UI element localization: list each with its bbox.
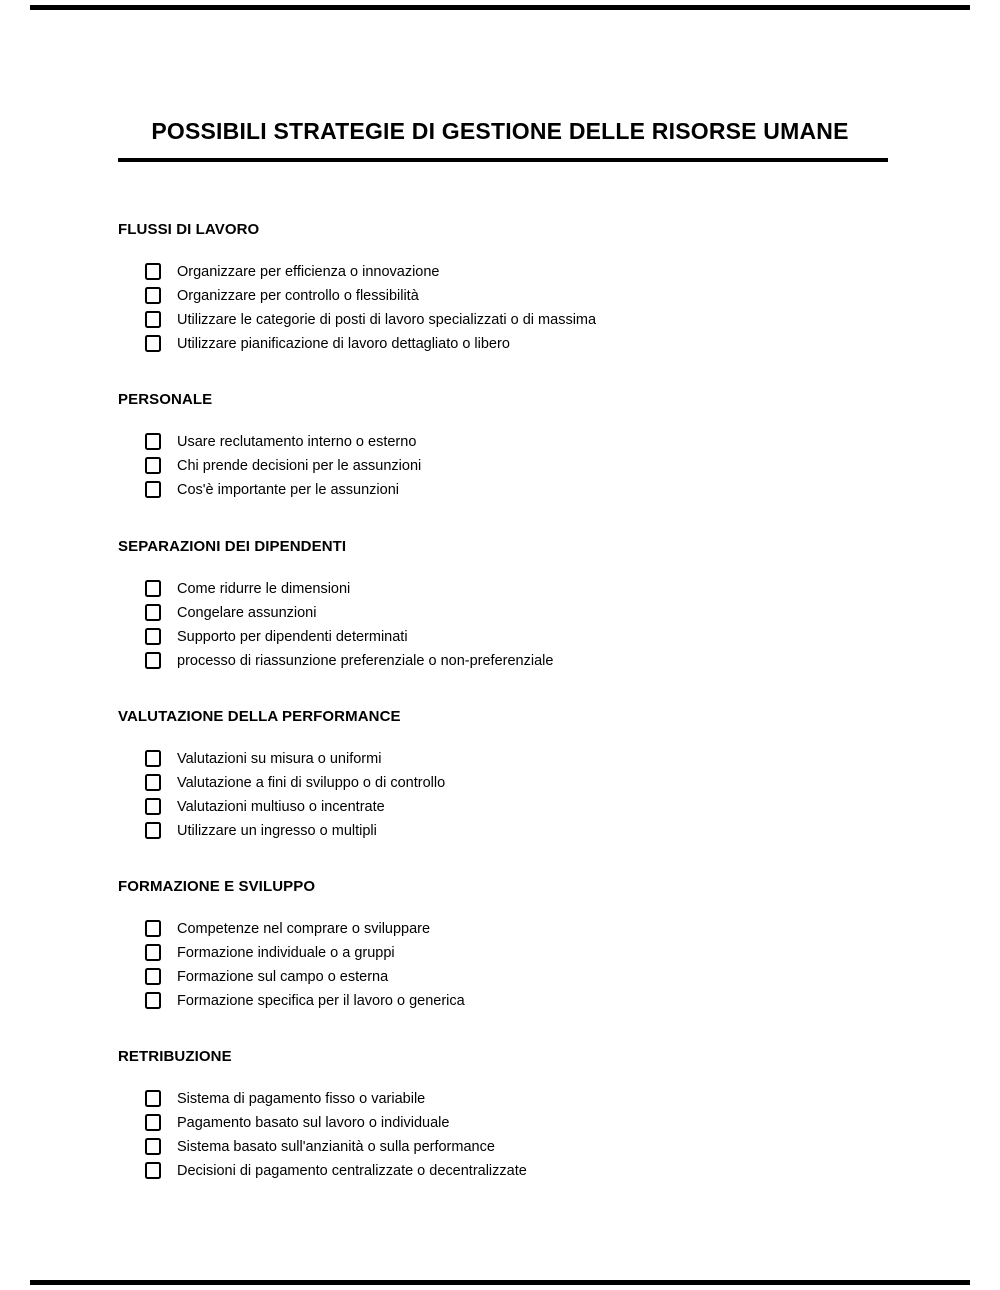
checklist-item-label: Competenze nel comprare o sviluppare [177, 921, 431, 937]
checklist-item [118, 308, 960, 332]
checklist-item-label: Organizzare per efficienza o innovazione [177, 264, 440, 280]
checklist-item [118, 965, 960, 989]
checklist-item [118, 1087, 960, 1111]
checklist-item-label: Utilizzare un ingresso o multipli [177, 823, 377, 839]
checklist-item [118, 1135, 960, 1159]
checkbox-icon[interactable] [145, 774, 161, 791]
title-rule [118, 158, 888, 162]
section-heading: RETRIBUZIONE [118, 1048, 232, 1065]
checkbox-icon[interactable] [145, 263, 161, 280]
checklist-section [118, 1049, 960, 1183]
checkbox-icon[interactable] [145, 481, 161, 498]
checklist-item [118, 941, 960, 965]
checklist-item [118, 454, 960, 478]
section-items [118, 260, 960, 356]
checklist-item-label: Valutazioni multiuso o incentrate [177, 799, 385, 815]
section-items [118, 1087, 960, 1183]
checklist-item [118, 747, 960, 771]
checkbox-icon[interactable] [145, 457, 161, 474]
checklist-item-label: Sistema basato sull'anzianità o sulla performance [177, 1139, 495, 1155]
checklist-item [118, 625, 960, 649]
checklist-item-label: Utilizzare le categorie di posti di lavoro specializzati o di massima [177, 312, 597, 328]
checklist-item-label: Cos'è importante per le assunzioni [177, 482, 399, 498]
checklist-item-label: Sistema di pagamento fisso o variabile [177, 1091, 426, 1107]
checklist-item [118, 284, 960, 308]
checklist-item [118, 819, 960, 843]
checklist-item-label: processo di riassunzione preferenziale o non-preferenziale [177, 653, 554, 669]
checklist-section [118, 539, 960, 673]
checklist-item [118, 917, 960, 941]
checkbox-icon[interactable] [145, 433, 161, 450]
checkbox-icon[interactable] [145, 822, 161, 839]
checklist-item [118, 771, 960, 795]
document-title: POSSIBILI STRATEGIE DI GESTIONE DELLE RISORSE UMANE [151, 118, 849, 144]
section-items [118, 747, 960, 843]
checkbox-icon[interactable] [145, 992, 161, 1009]
checkbox-icon[interactable] [145, 1090, 161, 1107]
checkbox-icon[interactable] [145, 628, 161, 645]
section-heading: FORMAZIONE E SVILUPPO [118, 878, 316, 895]
section-items [118, 430, 960, 502]
checklist-item-label: Decisioni di pagamento centralizzate o decentralizzate [177, 1163, 527, 1179]
checklist-item-label: Supporto per dipendenti determinati [177, 629, 408, 645]
checklist-item-label: Formazione specifica per il lavoro o generica [177, 993, 465, 1009]
checklist-item [118, 430, 960, 454]
checkbox-icon[interactable] [145, 1138, 161, 1155]
checklist-item [118, 649, 960, 673]
section-heading: VALUTAZIONE DELLA PERFORMANCE [118, 708, 401, 725]
section-heading: SEPARAZIONI DEI DIPENDENTI [118, 538, 347, 555]
checklist-item-label: Valutazione a fini di sviluppo o di controllo [177, 775, 446, 791]
section-items [118, 917, 960, 1013]
checkbox-icon[interactable] [145, 604, 161, 621]
checkbox-icon[interactable] [145, 652, 161, 669]
checklist-item [118, 260, 960, 284]
checklist-item [118, 478, 960, 502]
section-heading: FLUSSI DI LAVORO [118, 221, 260, 238]
checkbox-icon[interactable] [145, 287, 161, 304]
checklist-item [118, 577, 960, 601]
page-bottom-border [30, 1280, 970, 1285]
checklist-item-label: Congelare assunzioni [177, 605, 317, 621]
checklist-section [118, 879, 960, 1013]
checklist-section [118, 222, 960, 356]
checklist-item-label: Pagamento basato sul lavoro o individuale [177, 1115, 450, 1131]
checklist-section [118, 709, 960, 843]
page-top-border [30, 5, 970, 10]
checklist-item-label: Valutazioni su misura o uniformi [177, 751, 382, 767]
checklist-item-label: Formazione sul campo o esterna [177, 969, 389, 985]
section-heading: PERSONALE [118, 391, 213, 408]
checklist-item-label: Utilizzare pianificazione di lavoro dettagliato o libero [177, 336, 510, 352]
checkbox-icon[interactable] [145, 580, 161, 597]
checklist-item [118, 1159, 960, 1183]
checklist-item [118, 1111, 960, 1135]
checkbox-icon[interactable] [145, 750, 161, 767]
checklist-item-label: Formazione individuale o a gruppi [177, 945, 395, 961]
checklist-item-label: Chi prende decisioni per le assunzioni [177, 458, 422, 474]
checklist-item [118, 989, 960, 1013]
checkbox-icon[interactable] [145, 1162, 161, 1179]
checklist-section [118, 392, 960, 502]
checkbox-icon[interactable] [145, 944, 161, 961]
checklist-item-label: Usare reclutamento interno o esterno [177, 434, 417, 450]
section-items [118, 577, 960, 673]
checklist-item [118, 795, 960, 819]
checkbox-icon[interactable] [145, 1114, 161, 1131]
checklist-item [118, 601, 960, 625]
checkbox-icon[interactable] [145, 968, 161, 985]
checklist-item-label: Organizzare per controllo o flessibilità [177, 288, 419, 304]
checkbox-icon[interactable] [145, 798, 161, 815]
checkbox-icon[interactable] [145, 920, 161, 937]
checklist-item-label: Come ridurre le dimensioni [177, 581, 351, 597]
checkbox-icon[interactable] [145, 311, 161, 328]
checkbox-icon[interactable] [145, 335, 161, 352]
checklist-item [118, 332, 960, 356]
